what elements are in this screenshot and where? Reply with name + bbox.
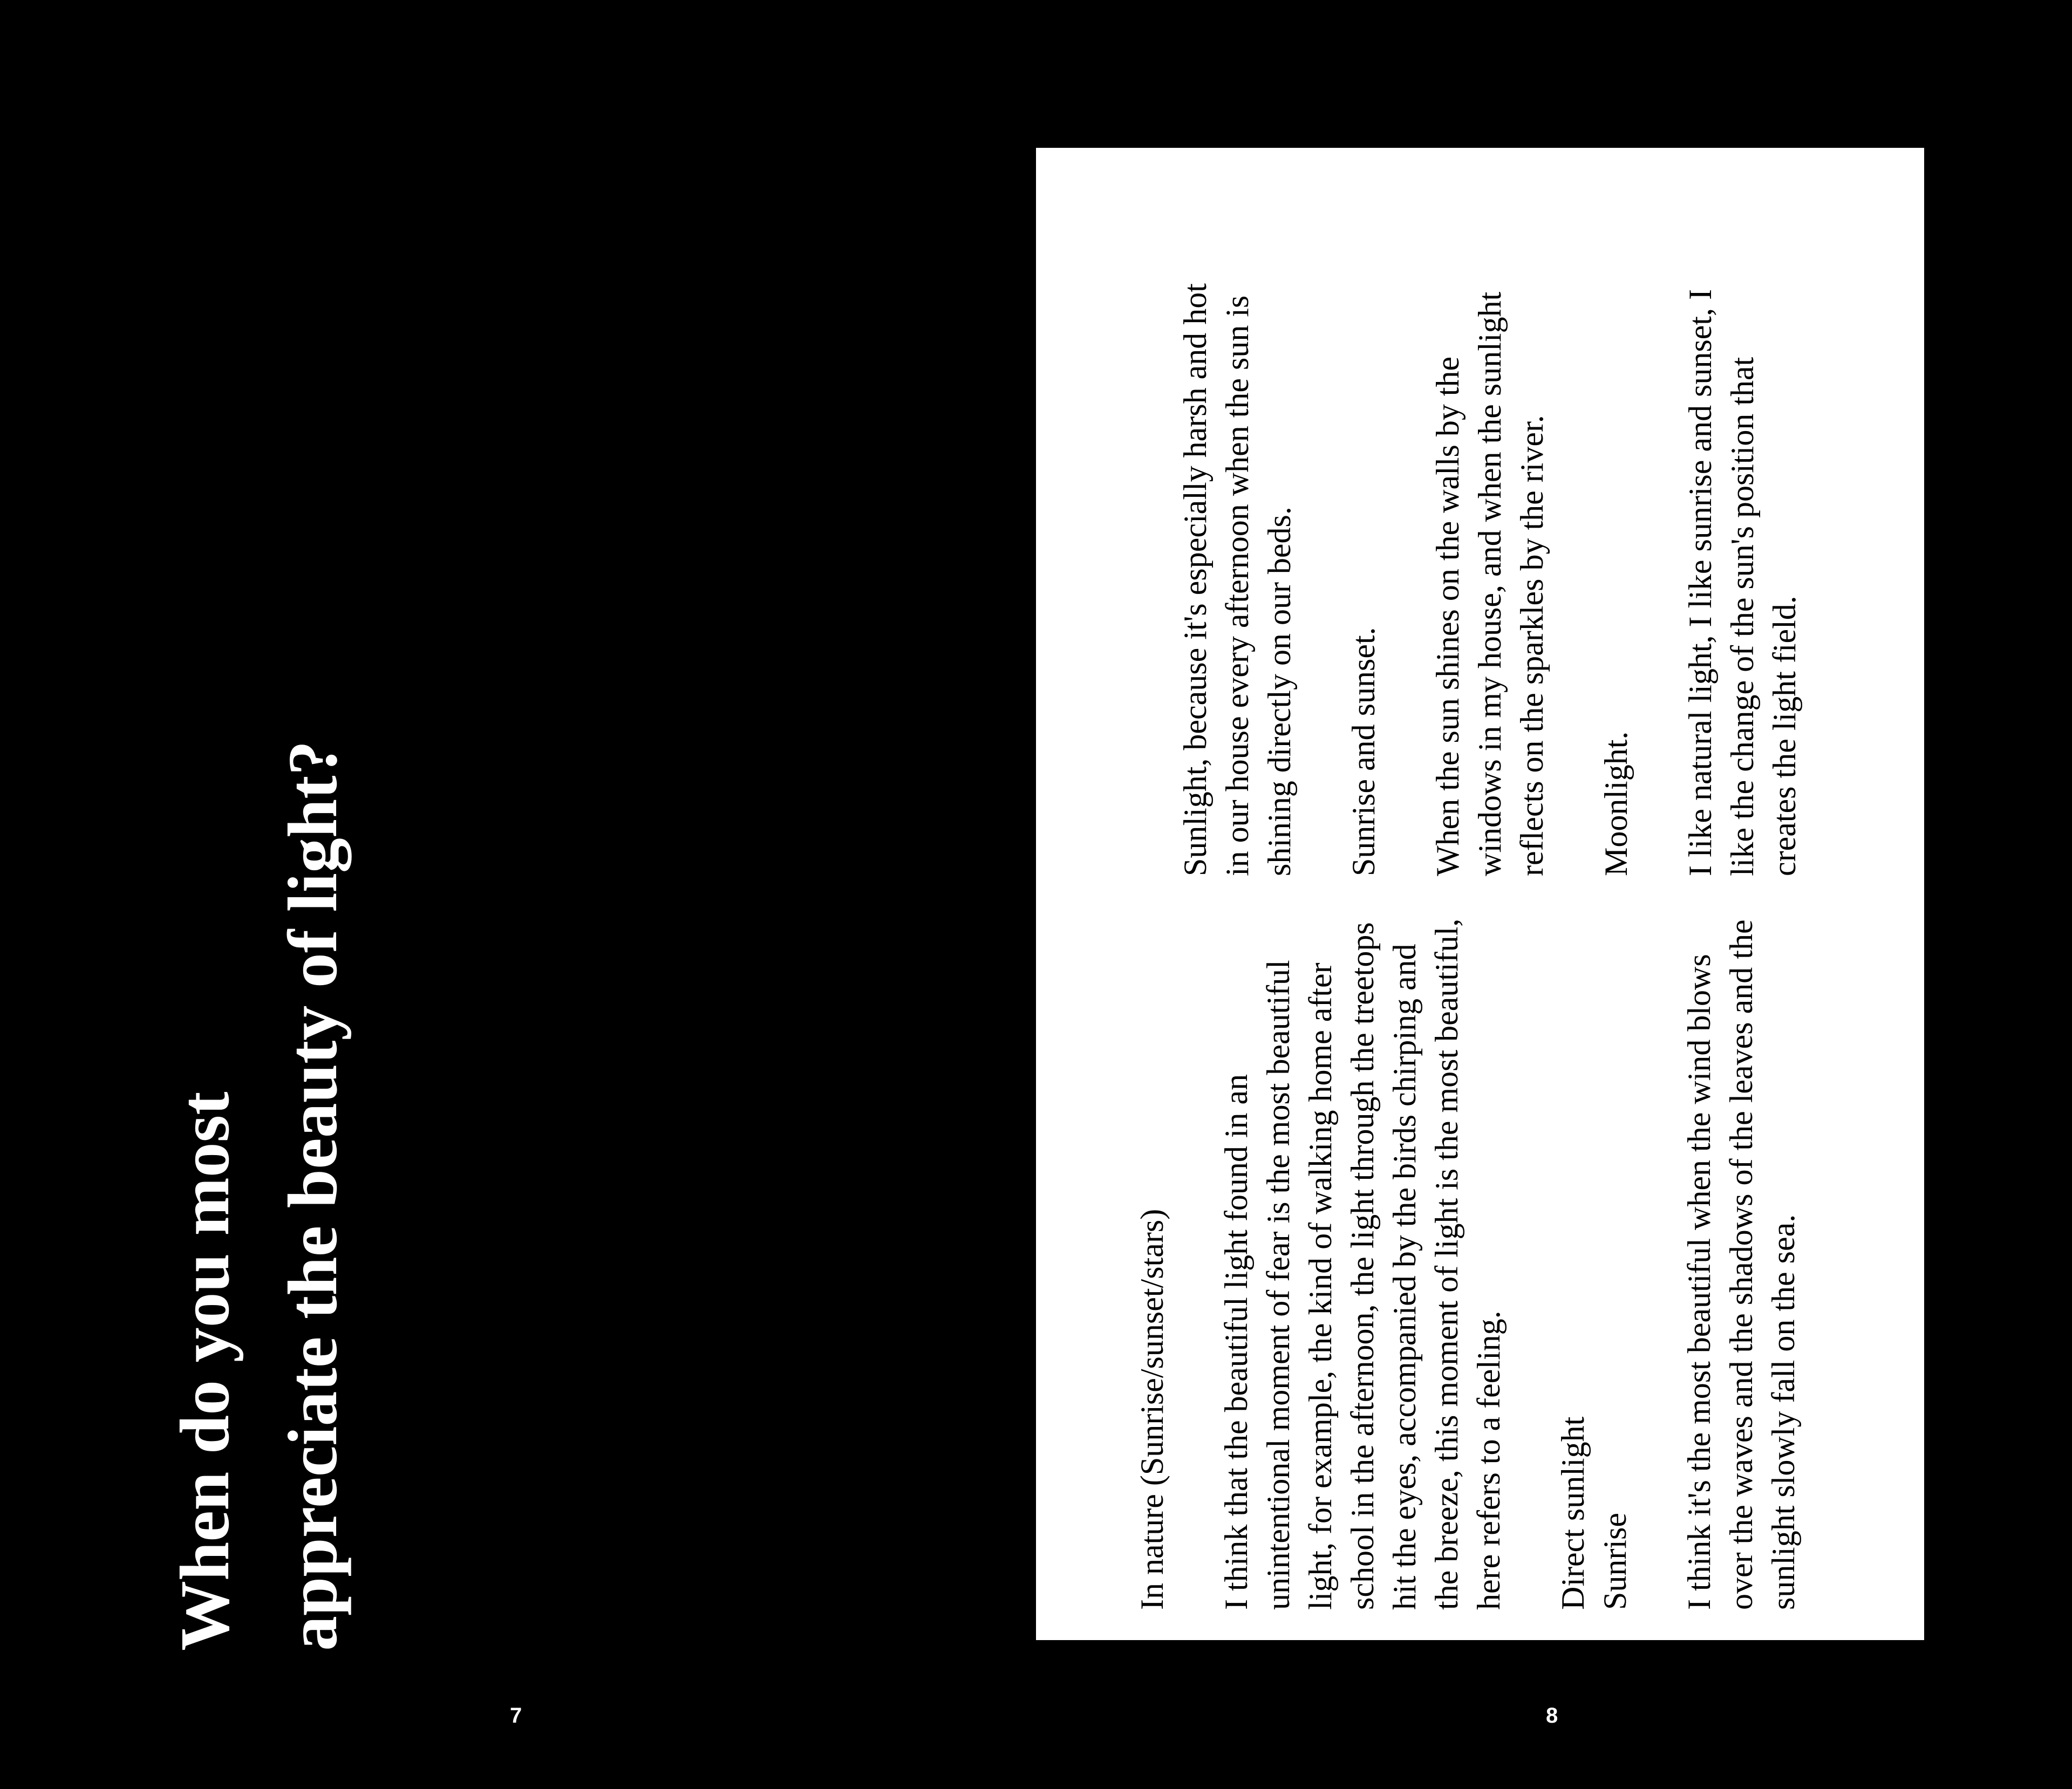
page-number-right: 8 (1546, 1704, 1558, 1727)
responses-content (1131, 272, 1897, 1610)
responses-panel (1036, 148, 1924, 1640)
response-item: Sunrise and sunset. (1346, 627, 1381, 876)
response-item: Direct sunlight Sunrise (1555, 1416, 1633, 1610)
response-item: I like natural light, I like sunrise and sunset, I like the change of the sun's position that creates the light field. (1682, 289, 1802, 876)
response-item: I think that the beautiful light found in an unintentional moment of fear is the most beautiful light, for example, the kind of walking home after school in the afternoon, the light through the treetops hit the eyes, accompanied by the birds chirping and the breeze, this moment of light is the most beautiful, here refers to a feeling. (1218, 918, 1507, 1610)
response-item: Moonlight. (1598, 731, 1634, 876)
title-line-2: appreciate the beauty of light? (274, 740, 352, 1651)
column-gap (1131, 876, 1897, 909)
title-line-1: When do you most (166, 1091, 244, 1651)
responses-column-left (1131, 909, 1897, 1610)
responses-column-right (1131, 272, 1897, 876)
response-item: When the sun shines on the walls by the windows in my house, and when the sunlight reflects on the sparkles by the river. (1430, 291, 1550, 876)
page-number-left: 7 (510, 1704, 522, 1727)
response-item: Sunlight, because it's especially harsh and hot in our house every afternoon when the sun is shining directly on our beds. (1177, 283, 1297, 876)
title-block (151, 593, 367, 1651)
response-item: In nature (Sunrise/sunset/stars) (1134, 1208, 1170, 1610)
page-title (151, 593, 367, 1651)
response-item: I think it's the most beautiful when the wind blows over the waves and the shadows of the leaves and the sunlight slowly fall on the sea. (1681, 919, 1801, 1610)
